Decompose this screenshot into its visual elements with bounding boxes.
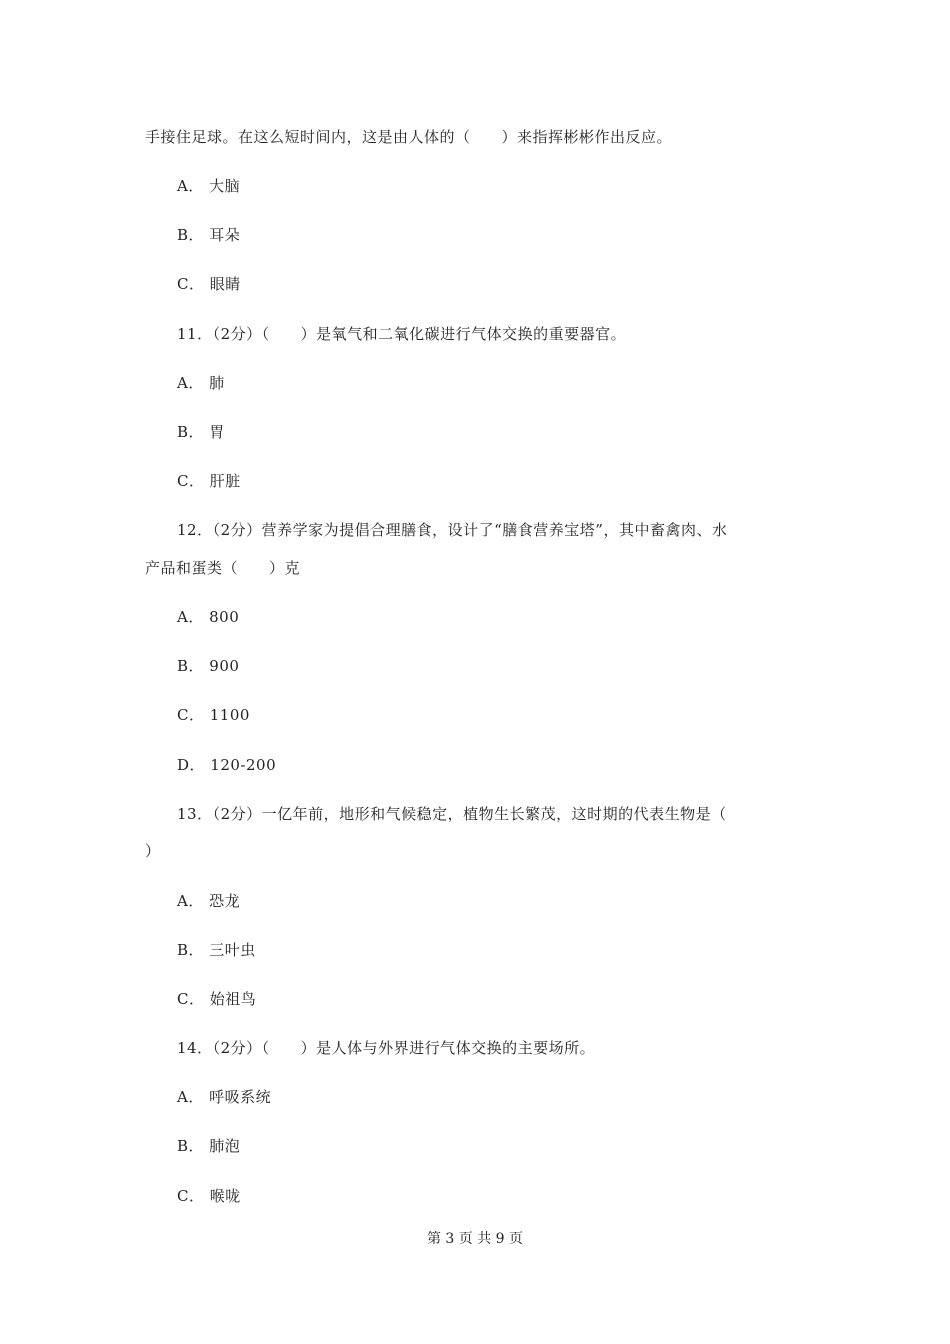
question-11: 11．（2分）（ ）是氧气和二氧化碳进行气体交换的重要器官。 — [177, 325, 627, 343]
option-c: C． 眼睛 — [177, 275, 241, 293]
option-b: B． 900 — [177, 657, 240, 675]
option-c: C． 1100 — [177, 706, 250, 724]
question-14: 14．（2分）（ ）是人体与外界进行气体交换的主要场所。 — [177, 1039, 596, 1057]
question-12-line2: 产品和蛋类（ ）克 — [145, 559, 301, 577]
option-b: B． 三叶虫 — [177, 941, 256, 959]
option-b: B． 胃 — [177, 423, 225, 441]
option-b: B． 耳朵 — [177, 226, 241, 244]
option-a: A． 肺 — [177, 374, 225, 392]
option-a: A． 恐龙 — [177, 892, 241, 910]
question-12-line1: 12．（2分）营养学家为提倡合理膳食，设计了“膳食营养宝塔”，其中畜禽肉、水 — [177, 521, 728, 539]
option-c: C． 肝脏 — [177, 472, 241, 490]
option-c: C． 始祖鸟 — [177, 990, 257, 1008]
option-a: A． 800 — [177, 608, 240, 626]
option-a: A． 大脑 — [177, 177, 241, 195]
option-d: D． 120-200 — [177, 756, 277, 774]
option-a: A． 呼吸系统 — [177, 1088, 272, 1106]
option-b: B． 肺泡 — [177, 1137, 241, 1155]
page-number-footer: 第 3 页 共 9 页 — [426, 1231, 524, 1247]
question-13-line2: ） — [145, 842, 161, 860]
prev-question-continuation: 手接住足球。在这么短时间内，这是由人体的（ ）来指挥彬彬作出反应。 — [145, 128, 673, 146]
question-13-line1: 13．（2分）一亿年前，地形和气候稳定，植物生长繁茂，这时期的代表生物是（ — [177, 805, 727, 823]
option-c: C． 喉咙 — [177, 1187, 241, 1205]
